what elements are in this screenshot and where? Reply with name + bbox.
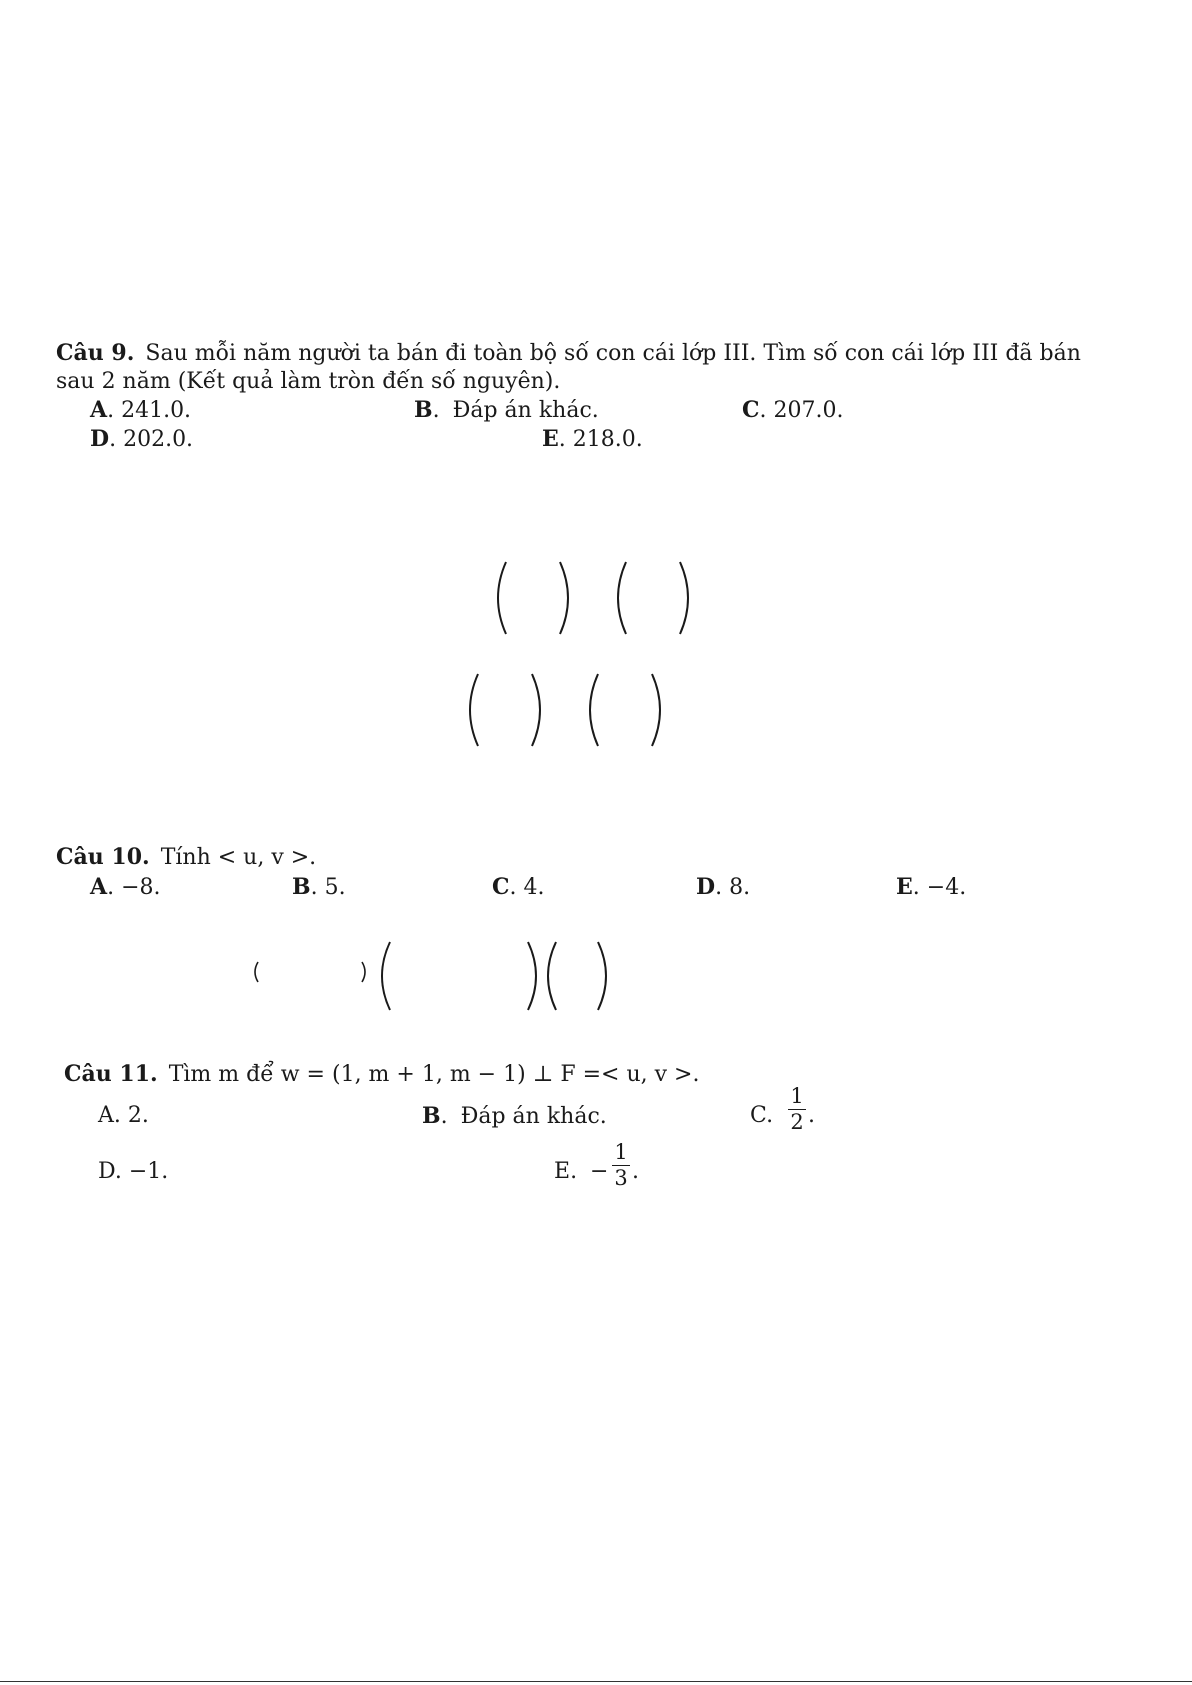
option-letter: E bbox=[554, 1159, 571, 1184]
question-text: Tìm m để w = (1, m + 1, m − 1) ⊥ F =< u, v >. bbox=[168, 1062, 700, 1087]
left-paren bbox=[255, 962, 258, 982]
option-text: −1. bbox=[128, 1159, 169, 1184]
option-a: A. 241.0. bbox=[90, 397, 192, 423]
page-bottom-rule bbox=[0, 1681, 1192, 1682]
option-text: 241.0. bbox=[121, 398, 192, 423]
option-text: 4. bbox=[523, 875, 545, 900]
option-e: E. bbox=[554, 1159, 578, 1184]
option-a: A. −8. bbox=[90, 874, 161, 900]
option-text: 218.0. bbox=[572, 427, 643, 452]
option-text: Đáp án khác. bbox=[452, 398, 599, 423]
period: . bbox=[632, 1159, 639, 1184]
option-letter: D bbox=[696, 874, 716, 900]
option-d: D. 8. bbox=[696, 874, 751, 900]
right-paren bbox=[362, 962, 365, 982]
option-letter: E bbox=[542, 426, 559, 452]
option-letter: C bbox=[750, 1103, 767, 1128]
option-text: Đáp án khác. bbox=[460, 1104, 607, 1129]
question-11 bbox=[64, 1063, 699, 1086]
option-c: C. 207.0. bbox=[742, 397, 844, 423]
left-paren bbox=[590, 674, 598, 746]
right-paren bbox=[680, 562, 688, 634]
right-paren bbox=[560, 562, 568, 634]
option-text: 207.0. bbox=[773, 398, 844, 423]
option-b: B. Đáp án khác. bbox=[422, 1103, 607, 1129]
denominator: 2 bbox=[790, 1110, 804, 1134]
empty-parentheses-row-1 bbox=[490, 560, 710, 640]
option-letter: B bbox=[414, 397, 433, 423]
question-text: Tính < u, v >. bbox=[160, 845, 317, 870]
right-paren bbox=[528, 942, 536, 1010]
left-paren bbox=[470, 674, 478, 746]
option-b: B. 5. bbox=[292, 874, 346, 900]
empty-parentheses-row-3 bbox=[250, 940, 630, 1016]
period: . bbox=[808, 1103, 815, 1128]
option-letter: A bbox=[98, 1103, 114, 1128]
question-10 bbox=[56, 846, 316, 869]
option-a: A. 2. bbox=[98, 1103, 149, 1128]
option-letter: E bbox=[896, 874, 913, 900]
option-b: B. Đáp án khác. bbox=[414, 397, 599, 423]
question-9 bbox=[56, 342, 1081, 365]
question-text-continued: sau 2 năm (Kết quả làm tròn đến số nguyên). bbox=[56, 369, 561, 394]
left-paren bbox=[382, 942, 390, 1010]
option-d: D. 202.0. bbox=[90, 426, 194, 452]
question-label: Câu 11. bbox=[64, 1061, 158, 1087]
option-text: 5. bbox=[324, 875, 346, 900]
option-letter: C bbox=[492, 874, 510, 900]
right-paren bbox=[532, 674, 540, 746]
question-text: Sau mỗi năm người ta bán đi toàn bộ số con cái lớp III. Tìm số con cái lớp III đã bán bbox=[145, 341, 1081, 366]
option-d: D. −1. bbox=[98, 1159, 169, 1184]
option-c: C. 4. bbox=[492, 874, 545, 900]
option-letter: D bbox=[90, 426, 110, 452]
option-letter: D bbox=[98, 1159, 115, 1184]
option-text: −4. bbox=[926, 875, 967, 900]
fraction bbox=[788, 1086, 806, 1133]
option-letter: B bbox=[422, 1103, 441, 1129]
denominator: 3 bbox=[614, 1166, 628, 1190]
numerator: 1 bbox=[614, 1140, 628, 1164]
minus-sign: − bbox=[590, 1159, 609, 1184]
option-letter: A bbox=[90, 874, 108, 900]
option-text: 8. bbox=[729, 875, 751, 900]
left-paren bbox=[498, 562, 506, 634]
question-label: Câu 9. bbox=[56, 340, 135, 366]
option-text: −8. bbox=[121, 875, 161, 900]
option-text: 2. bbox=[127, 1103, 149, 1128]
numerator: 1 bbox=[790, 1084, 804, 1108]
fraction bbox=[612, 1142, 630, 1189]
option-text: 202.0. bbox=[123, 427, 194, 452]
option-letter: C bbox=[742, 397, 760, 423]
question-label: Câu 10. bbox=[56, 844, 150, 870]
right-paren bbox=[598, 942, 606, 1010]
empty-parentheses-row-2 bbox=[462, 672, 682, 752]
option-e: E. −4. bbox=[896, 874, 967, 900]
option-letter: B bbox=[292, 874, 311, 900]
option-c: C. bbox=[750, 1103, 774, 1128]
right-paren bbox=[652, 674, 660, 746]
left-paren bbox=[548, 942, 556, 1010]
left-paren bbox=[618, 562, 626, 634]
option-letter: A bbox=[90, 397, 108, 423]
option-e: E. 218.0. bbox=[542, 426, 643, 452]
